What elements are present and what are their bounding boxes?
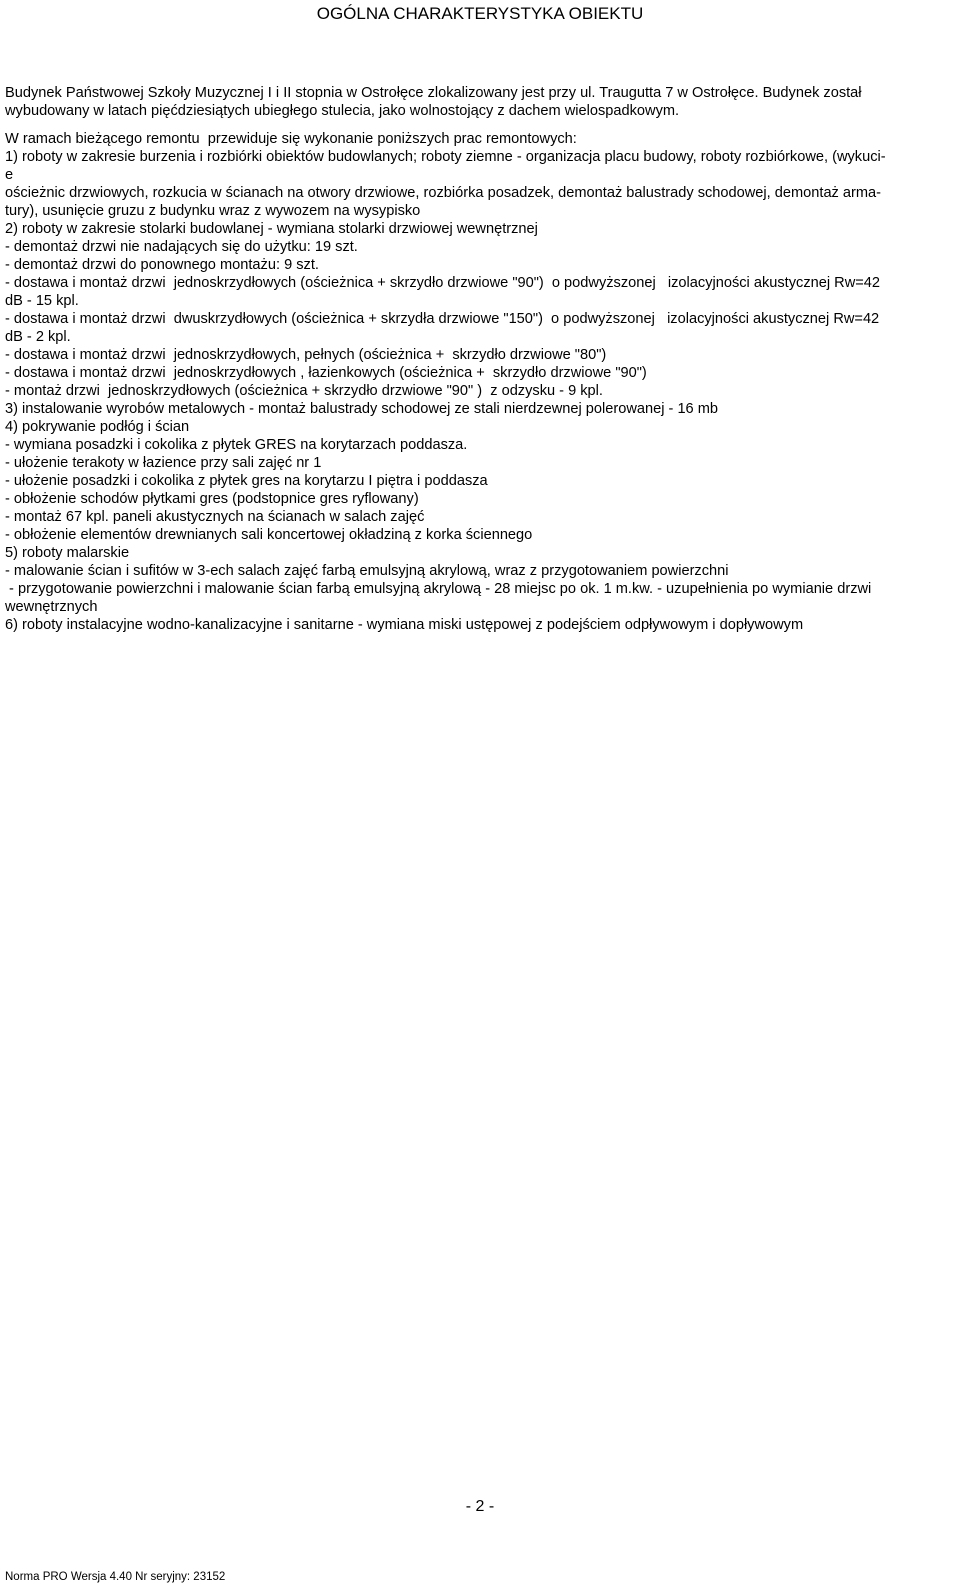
body-line: - przygotowanie powierzchni i malowanie ścian farbą emulsyjną akrylową - 28 miejsc po ok. 1 m.kw. - uzupełnienia po wymianie drzwi: [5, 581, 872, 597]
body-line: - dostawa i montaż drzwi jednoskrzydłowych , łazienkowych (ościeżnica + skrzydło drzwiowe "90"): [5, 365, 647, 381]
body-line: 3) instalowanie wyrobów metalowych - montaż balustrady schodowej ze stali nierdzewnej polerowanej - 16 mb: [5, 401, 719, 417]
body-line: tury), usunięcie gruzu z budynku wraz z wywozem na wysypisko: [5, 203, 421, 219]
body-line: - montaż 67 kpl. paneli akustycznych na ścianach w salach zajęć: [5, 509, 425, 525]
body-line: e: [5, 167, 14, 183]
body-line: - ułożenie terakoty w łazience przy sali zajęć nr 1: [5, 455, 322, 471]
intro-line-2: wybudowany w latach pięćdziesiątych ubiegłego stulecia, jako wolnostojący z dachem wielospadkowym.: [5, 103, 680, 119]
body-line: - wymiana posadzki i cokolika z płytek GRES na korytarzach poddasza.: [5, 437, 468, 453]
body-line: wewnętrznych: [5, 599, 98, 615]
body-line: - dostawa i montaż drzwi jednoskrzydłowych (ościeżnica + skrzydło drzwiowe "90") o podwyższonej izolacyjności akustycznej Rw=42: [5, 275, 880, 291]
works-list: [5, 130, 886, 634]
body-line: - montaż drzwi jednoskrzydłowych (ościeżnica + skrzydło drzwiowe "90" ) z odzysku - 9 kpl.: [5, 383, 603, 399]
page-number: - 2 -: [465, 1498, 495, 1515]
body-line: dB - 2 kpl.: [5, 329, 71, 345]
software-footer: Norma PRO Wersja 4.40 Nr seryjny: 23152: [5, 1571, 226, 1583]
body-line: - malowanie ścian i sufitów w 3-ech salach zajęć farbą emulsyjną akrylową, wraz z przygotowaniem powierzchni: [5, 563, 729, 579]
intro-paragraph: [5, 84, 862, 120]
body-line: 6) roboty instalacyjne wodno-kanalizacyjne i sanitarne - wymiana miski ustępowej z podejściem odpływowym i dopływowym: [5, 617, 804, 633]
body-line: - dostawa i montaż drzwi jednoskrzydłowych, pełnych (ościeżnica + skrzydło drzwiowe "80"): [5, 347, 607, 363]
body-line: - obłożenie elementów drewnianych sali koncertowej okładziną z korka ściennego: [5, 527, 533, 543]
body-line: - obłożenie schodów płytkami gres (podstopnice gres ryflowany): [5, 491, 419, 507]
body-line: - demontaż drzwi do ponownego montażu: 9 szt.: [5, 257, 319, 273]
body-line: dB - 15 kpl.: [5, 293, 79, 309]
body-line: 5) roboty malarskie: [5, 545, 130, 561]
body-line: - ułożenie posadzki i cokolika z płytek gres na korytarzu I piętra i poddasza: [5, 473, 488, 489]
body-line: 1) roboty w zakresie burzenia i rozbiórki obiektów budowlanych; roboty ziemne - organizacja placu budowy, roboty rozbiórkowe, (wykuci-: [5, 149, 886, 165]
body-line: - demontaż drzwi nie nadających się do użytku: 19 szt.: [5, 239, 358, 255]
body-line: 2) roboty w zakresie stolarki budowlanej - wymiana stolarki drzwiowej wewnętrznej: [5, 221, 538, 237]
body-line: - dostawa i montaż drzwi dwuskrzydłowych (ościeżnica + skrzydła drzwiowe "150") o podwyższonej izolacyjności akustycznej Rw=42: [5, 311, 880, 327]
document-title: OGÓLNA CHARAKTERYSTYKA OBIEKTU: [316, 4, 644, 23]
body-line: W ramach bieżącego remontu przewiduje się wykonanie poniższych prac remontowych:: [5, 131, 577, 147]
body-line: 4) pokrywanie podłóg i ścian: [5, 419, 190, 435]
intro-line-1: Budynek Państwowej Szkoły Muzycznej I i II stopnia w Ostrołęce zlokalizowany jest przy ul. Traugutta 7 w Ostrołęce. Budynek został: [5, 85, 862, 101]
body-line: ościeżnic drzwiowych, rozkucia w ścianach na otwory drzwiowe, rozbiórka posadzek, demontaż balustrady schodowej, demontaż arma-: [5, 185, 882, 201]
